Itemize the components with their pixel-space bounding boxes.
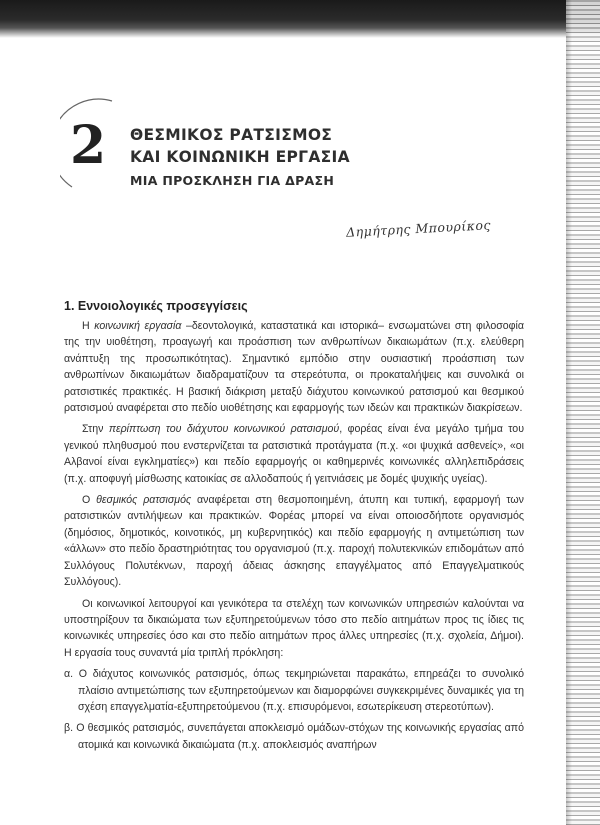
chapter-title <box>130 124 350 193</box>
scan-right-edge <box>566 0 600 825</box>
chapter-number: 2 <box>70 115 107 176</box>
body-text <box>64 318 524 758</box>
chapter-title-line-2: ΚΑΙ ΚΟΙΝΩΝΙΚΗ ΕΡΓΑΣΙΑ <box>130 148 350 166</box>
paragraph: Στην περίπτωση του διάχυτου κοινωνικού ρατσισμού, φορέας είναι ένα μεγάλο τμήμα του γενικού πληθυσμού που ενστερνίζεται τα ρατσιστικά προτάγματα (π.χ. «οι ψυχικά ασθενείς», «οι Αλβανοί είναι εγκληματίες») και πεδίο εφαρμογής οι καθημερινές κοινωνικές αλληλεπιδράσεις (π.χ. αποφυγή μίσθωσης κατοικίας σε αλλοδαπούς ή γειτνιάσεις με δομές ψυχικής υγείας). <box>64 423 524 485</box>
author-name: Δημήτρης Μπουρίκος <box>345 217 492 240</box>
paragraph: Οι κοινωνικοί λειτουργοί και γενικότερα τα στελέχη των κοινωνικών υπηρεσιών καλούνται να υποστηρίξουν τα δικαιώματα των εξυπηρετούμενων τόσο στο πεδίο αιτημάτων προς τις ίδιες τις κοινωνικές υπηρεσίες όσο και στο πεδίο αιτημάτων προς άλλες υπηρεσίες (π.χ. σχολεία, Δήμοι). Η εργασία τους συναντά μία τριπλή πρόκληση: <box>64 597 524 659</box>
list-item: α. Ο διάχυτος κοινωνικός ρατσισμός, όπως τεκμηριώνεται παρακάτω, επηρεάζει το συνολικό πλαίσιο αντιμετώπισης των εξυπηρετούμενων και διαμορφώνει συγκεκριμένες δυναμικές για τη σχέση επαγγελματία-εξυπηρετούμενου (π.χ. επισυρόμενοι, εσωτερίκευση στερεοτύπων). <box>64 668 524 713</box>
chapter-title-line-1: ΘΕΣΜΙΚΟΣ ΡΑΤΣΙΣΜΟΣ <box>130 126 333 144</box>
paragraph: Ο θεσμικός ρατσισμός αναφέρεται στη θεσμοποιημένη, άτυπη και τυπική, εφαρμογή των ρατσιστικών αντιλήψεων και πρακτικών. Φορέας μπορεί να είναι οποιοσδήποτε οργανισμός (δημόσιος, δημοτικός, κοινοτικός, μη κυβερνητικός) και πεδίο εφαρμογής η αντιμετώπιση των «άλλων» στο πεδίο δραστηριότητας του οργανισμού (π.χ. παροχή πολυτεκνικών επιδομάτων από Συλλόγους Πολυτέκνων, παροχή άδειας άσκησης επαγγέλματος από Επαγγελματικούς Συλλόγους). <box>64 494 524 589</box>
paragraph: Η κοινωνική εργασία –δεοντολογικά, καταστατικά και ιστορικά– ενσωματώνει στη φιλοσοφία της την υιοθέτηση, προαγωγή και προάσπιση των ανθρωπίνων δικαιωμάτων (π.χ. ελεύθερη ανάπτυξη της προσωπικότητας). Σημαντικό εμπόδιο στην ουσιαστική προάσπιση των ανθρωπίνων δικαιωμάτων διαδραματίζουν τα στερεότυπα, οι προκαταλήψεις και συνολικά οι ρατσιστικές πρακτικές. Η βασική διάκριση μεταξύ διάχυτου κοινωνικού ρατσισμού και θεσμικού ρατσισμού αναφέρεται στο πεδίο υιοθέτησης και εφαρμογής των ιδεών και πρακτικών διακρίσεων. <box>64 320 525 415</box>
list-item: β. Ο θεσμικός ρατσισμός, συνεπάγεται αποκλεισμό ομάδων-στόχων της κοινωνικής εργασίας από ατομικά και κοινωνικά δικαιώματα (π.χ. αποκλεισμός αναπήρων <box>64 722 524 751</box>
chapter-subtitle: ΜΙΑ ΠΡΟΣΚΛΗΣΗ ΓΙΑ ΔΡΑΣΗ <box>130 173 335 188</box>
section-heading: 1. Εννοιολογικές προσεγγίσεις <box>64 299 248 313</box>
